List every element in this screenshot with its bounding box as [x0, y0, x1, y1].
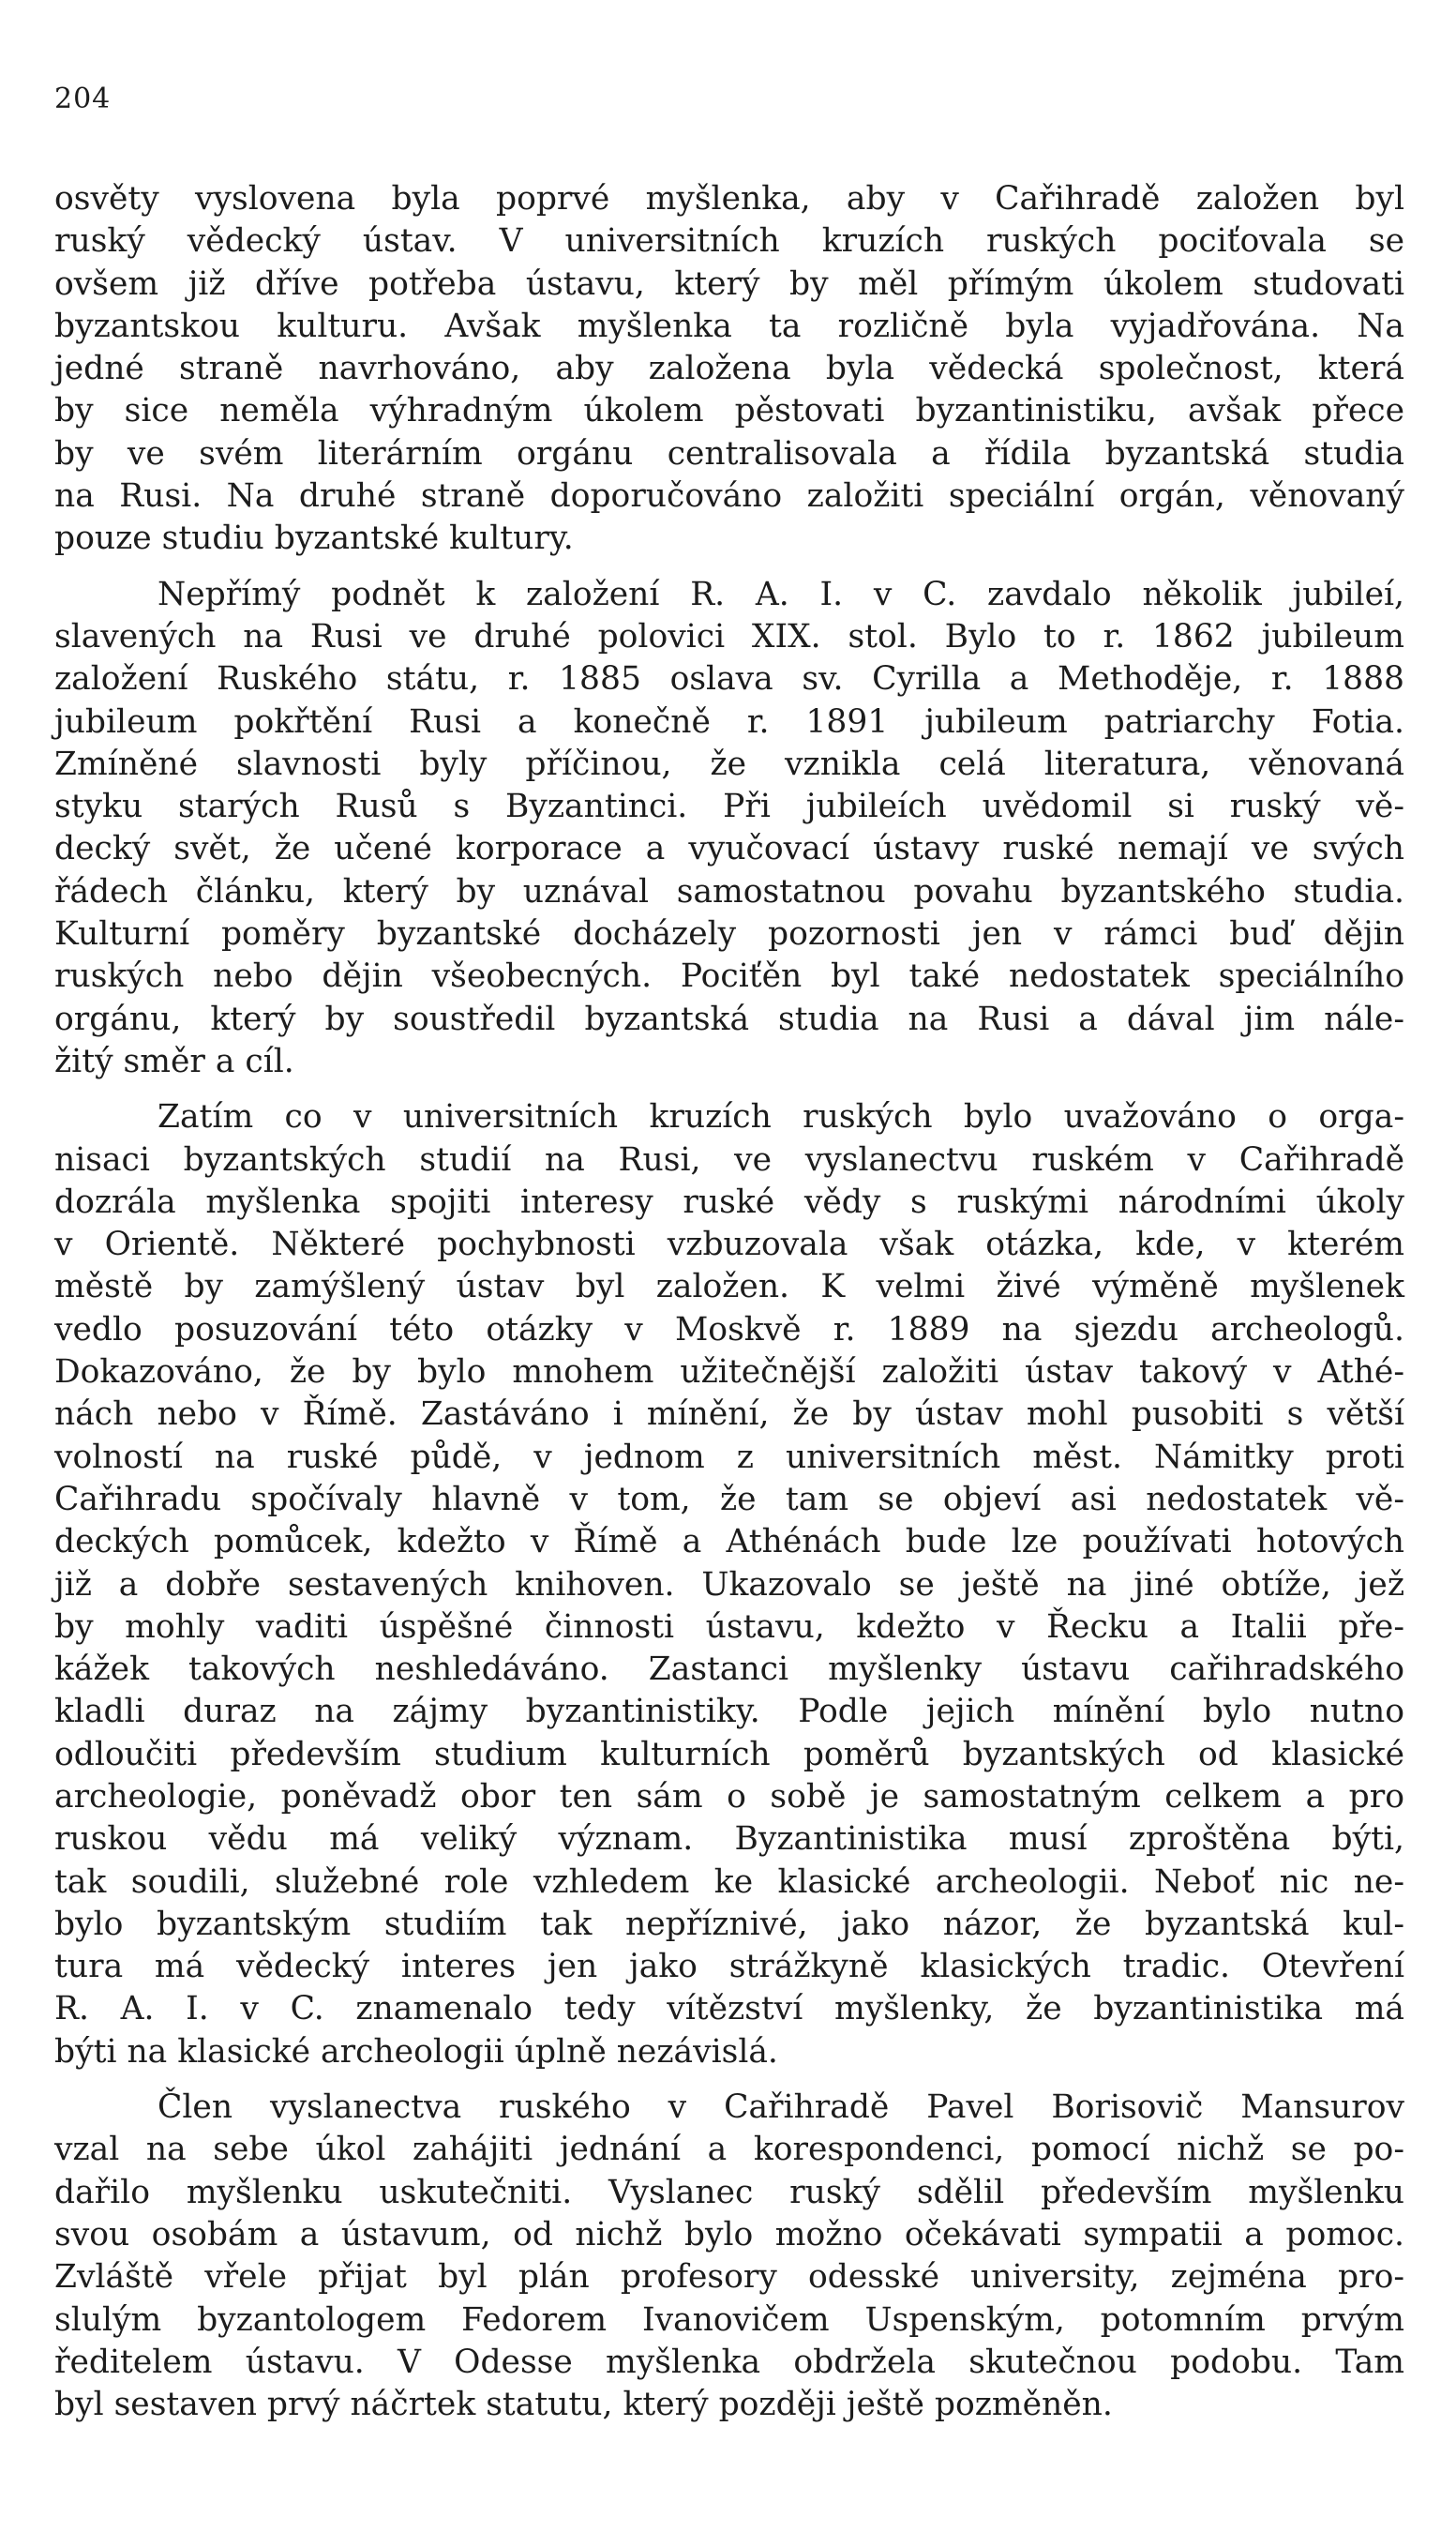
- page-number: 204: [54, 83, 112, 115]
- text-line: již a dobře sestavených knihoven. Ukazovalo se ještě na jiné obtíže, jež: [54, 1565, 1404, 1604]
- text-line: osvěty vyslovena byla poprvé myšlenka, aby v Cařihradě založen byl: [54, 180, 1404, 218]
- text-line: městě by zamýšlený ústav byl založen. K velmi živé výměně myšlenek: [54, 1268, 1404, 1306]
- text-line: založení Ruského státu, r. 1885 oslava sv. Cyrilla a Methoděje, r. 1888: [54, 660, 1404, 699]
- text-line: ruskou vědu má veliký význam. Byzantinistika musí zproštěna býti,: [54, 1820, 1404, 1859]
- text-line: odloučiti především studium kulturních poměrů byzantských od klasické: [54, 1735, 1404, 1773]
- text-line: ruských nebo dějin všeobecných. Pociťěn byl také nedostatek speciálního: [54, 957, 1404, 996]
- text-line: nách nebo v Římě. Zastáváno i mínění, že by ústav mohl pusobiti s větší: [54, 1395, 1404, 1434]
- text-line: archeologie, poněvadž obor ten sám o sobě je samostatným celkem a pro: [54, 1777, 1404, 1816]
- text-line: nisaci byzantských studií na Rusi, ve vyslanectvu ruském v Cařihradě: [54, 1140, 1404, 1179]
- body-text: [54, 178, 1404, 2426]
- text-line: by mohly vaditi úspěšné činnosti ústavu, kdežto v Řecku a Italii pře-: [54, 1607, 1404, 1646]
- text-line: Dokazováno, že by bylo mnohem užitečnější založiti ústav takový v Athé-: [54, 1353, 1404, 1392]
- text-line: dozrála myšlenka spojiti interesy ruské vědy s ruskými národními úkoly: [54, 1183, 1404, 1221]
- text-line: dařilo myšlenku uskutečniti. Vyslanec ruský sdělil především myšlenku: [54, 2173, 1404, 2211]
- text-line: žitý směr a cíl.: [54, 1042, 294, 1080]
- text-line: by ve svém literárním orgánu centralisovala a řídila byzantská studia: [54, 434, 1404, 473]
- text-line: R. A. I. v C. znamenalo tedy vítězství myšlenky, že byzantinistika má: [54, 1990, 1404, 2028]
- text-line: ruský vědecký ústav. V universitních kruzích ruských pociťovala se: [54, 222, 1404, 261]
- text-line: slulým byzantologem Fedorem Ivanovičem Uspenským, potomním prvým: [54, 2300, 1404, 2339]
- text-line: byl sestaven prvý náčrtek statutu, který později ještě pozměněn.: [54, 2386, 1113, 2424]
- text-line: byzantskou kulturu. Avšak myšlenka ta rozličně byla vyjadřována. Na: [54, 307, 1404, 345]
- text-line: tura má vědecký interes jen jako strážkyně klasických tradic. Otevření: [54, 1948, 1404, 1986]
- text-line: by sice neměla výhradným úkolem pěstovati byzantinistiku, avšak přece: [54, 392, 1404, 430]
- text-line: orgánu, který by soustředil byzantská studia na Rusi a dával jim nále-: [54, 1000, 1404, 1038]
- text-line: Zatím co v universitních kruzích ruských bylo uvažováno o orga-: [158, 1098, 1404, 1137]
- paragraph: [54, 2087, 1404, 2426]
- text-line: deckých pomůcek, kdežto v Římě a Athénách bude lze používati hotových: [54, 1523, 1404, 1561]
- paragraph: [54, 574, 1404, 1084]
- paragraph: [54, 178, 1404, 561]
- text-line: ovšem již dříve potřeba ústavu, který by měl přímým úkolem studovati: [54, 264, 1404, 303]
- text-line: Nepřímý podnět k založení R. A. I. v C. zavdalo několik jubileí,: [158, 575, 1404, 613]
- text-line: Zmíněné slavnosti byly příčinou, že vznikla celá literatura, věnovaná: [54, 745, 1404, 783]
- text-line: v Orientě. Některé pochybnosti vzbuzovala však otázka, kde, v kterém: [54, 1226, 1404, 1264]
- text-line: volností na ruské půdě, v jednom z universitních měst. Námitky proti: [54, 1438, 1404, 1476]
- text-line: kážek takových neshledáváno. Zastanci myšlenky ústavu cařihradského: [54, 1650, 1404, 1689]
- text-line: na Rusi. Na druhé straně doporučováno založiti speciální orgán, věnovaný: [54, 477, 1404, 516]
- text-line: vzal na sebe úkol zahájiti jednání a korespondenci, pomocí nichž se po-: [54, 2131, 1404, 2169]
- text-line: tak soudili, služebné role vzhledem ke klasické archeologii. Neboť nic ne-: [54, 1862, 1404, 1901]
- text-line: vedlo posuzování této otázky v Moskvě r. 1889 na sjezdu archeologů.: [54, 1310, 1404, 1349]
- text-line: svou osobám a ústavum, od nichž bylo možno očekávati sympatii a pomoc.: [54, 2215, 1404, 2253]
- text-line: řádech článku, který by uznával samostatnou povahu byzantského studia.: [54, 872, 1404, 911]
- text-line: jubileum pokřtění Rusi a konečně r. 1891 jubileum patriarchy Fotia.: [54, 702, 1404, 741]
- text-line: Člen vyslanectva ruského v Cařihradě Pavel Borisovič Mansurov: [158, 2088, 1404, 2127]
- text-line: bylo byzantským studiím tak nepříznivé, jako názor, že byzantská kul-: [54, 1905, 1404, 1943]
- text-line: ředitelem ústavu. V Odesse myšlenka obdržela skutečnou podobu. Tam: [54, 2343, 1404, 2381]
- text-line: decký svět, že učené korporace a vyučovací ústavy ruské nemají ve svých: [54, 830, 1404, 868]
- paragraph: [54, 1096, 1404, 2073]
- text-line: Kulturní poměry byzantské docházely pozornosti jen v rámci buď dějin: [54, 915, 1404, 954]
- text-line: býti na klasické archeologii úplně nezávislá.: [54, 2032, 778, 2071]
- text-line: slavených na Rusi ve druhé polovici XIX. stol. Bylo to r. 1862 jubileum: [54, 617, 1404, 656]
- text-line: Zvláště vřele přijat byl plán profesory odesské university, zejména pro-: [54, 2258, 1404, 2297]
- text-line: jedné straně navrhováno, aby založena byla vědecká společnost, která: [54, 350, 1404, 388]
- text-line: Cařihradu spočívaly hlavně v tom, že tam se objeví asi nedostatek vě-: [54, 1480, 1404, 1518]
- text-line: styku starých Rusů s Byzantinci. Při jubileích uvědomil si ruský vě-: [54, 788, 1404, 826]
- text-line: kladli duraz na zájmy byzantinistiky. Podle jejich mínění bylo nutno: [54, 1693, 1404, 1731]
- text-line: pouze studiu byzantské kultury.: [54, 520, 574, 558]
